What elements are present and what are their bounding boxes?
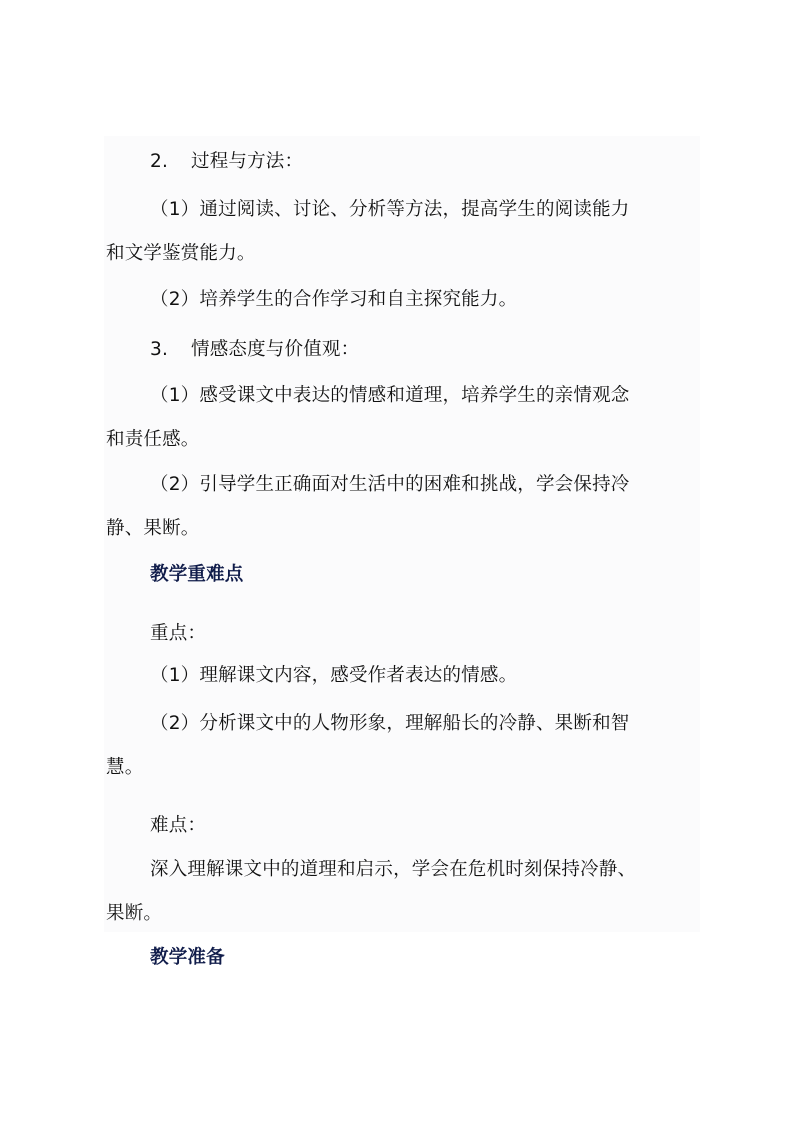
- key-points-heading: 教学重难点: [150, 564, 244, 585]
- attitude-heading: [150, 338, 359, 362]
- process-heading: [150, 150, 303, 174]
- attitude-item1-line2: 和责任感。: [106, 429, 200, 450]
- process-item1-line2: 和文学鉴赏能力。: [106, 243, 256, 264]
- process-title: 过程与方法：: [191, 151, 304, 172]
- difficulty-label: 难点：: [150, 815, 207, 836]
- focus-item1: （1）理解课文内容，感受作者表达的情感。: [150, 665, 518, 686]
- attitude-item2-line2: 静、果断。: [106, 518, 200, 539]
- focus-label: 重点：: [150, 623, 207, 644]
- attitude-item2-line1: （2）引导学生正确面对生活中的困难和挑战，学会保持冷: [150, 474, 630, 495]
- difficulty-line1: 深入理解课文中的道理和启示，学会在危机时刻保持冷静、: [150, 859, 637, 880]
- process-item2: （2）培养学生的合作学习和自主探究能力。: [150, 289, 518, 310]
- focus-item2-line1: （2）分析课文中的人物形象，理解船长的冷静、果断和智: [150, 713, 630, 734]
- attitude-title: 情感态度与价值观：: [191, 339, 360, 360]
- process-item1-line1: （1）通过阅读、讨论、分析等方法，提高学生的阅读能力: [150, 199, 630, 220]
- attitude-item1-line1: （1）感受课文中表达的情感和道理，培养学生的亲情观念: [150, 385, 630, 406]
- attitude-number: 3.: [150, 339, 169, 360]
- difficulty-line2: 果断。: [106, 903, 163, 924]
- process-number: 2.: [150, 151, 169, 172]
- focus-item2-line2: 慧。: [106, 757, 144, 778]
- preparation-heading: 教学准备: [150, 947, 225, 968]
